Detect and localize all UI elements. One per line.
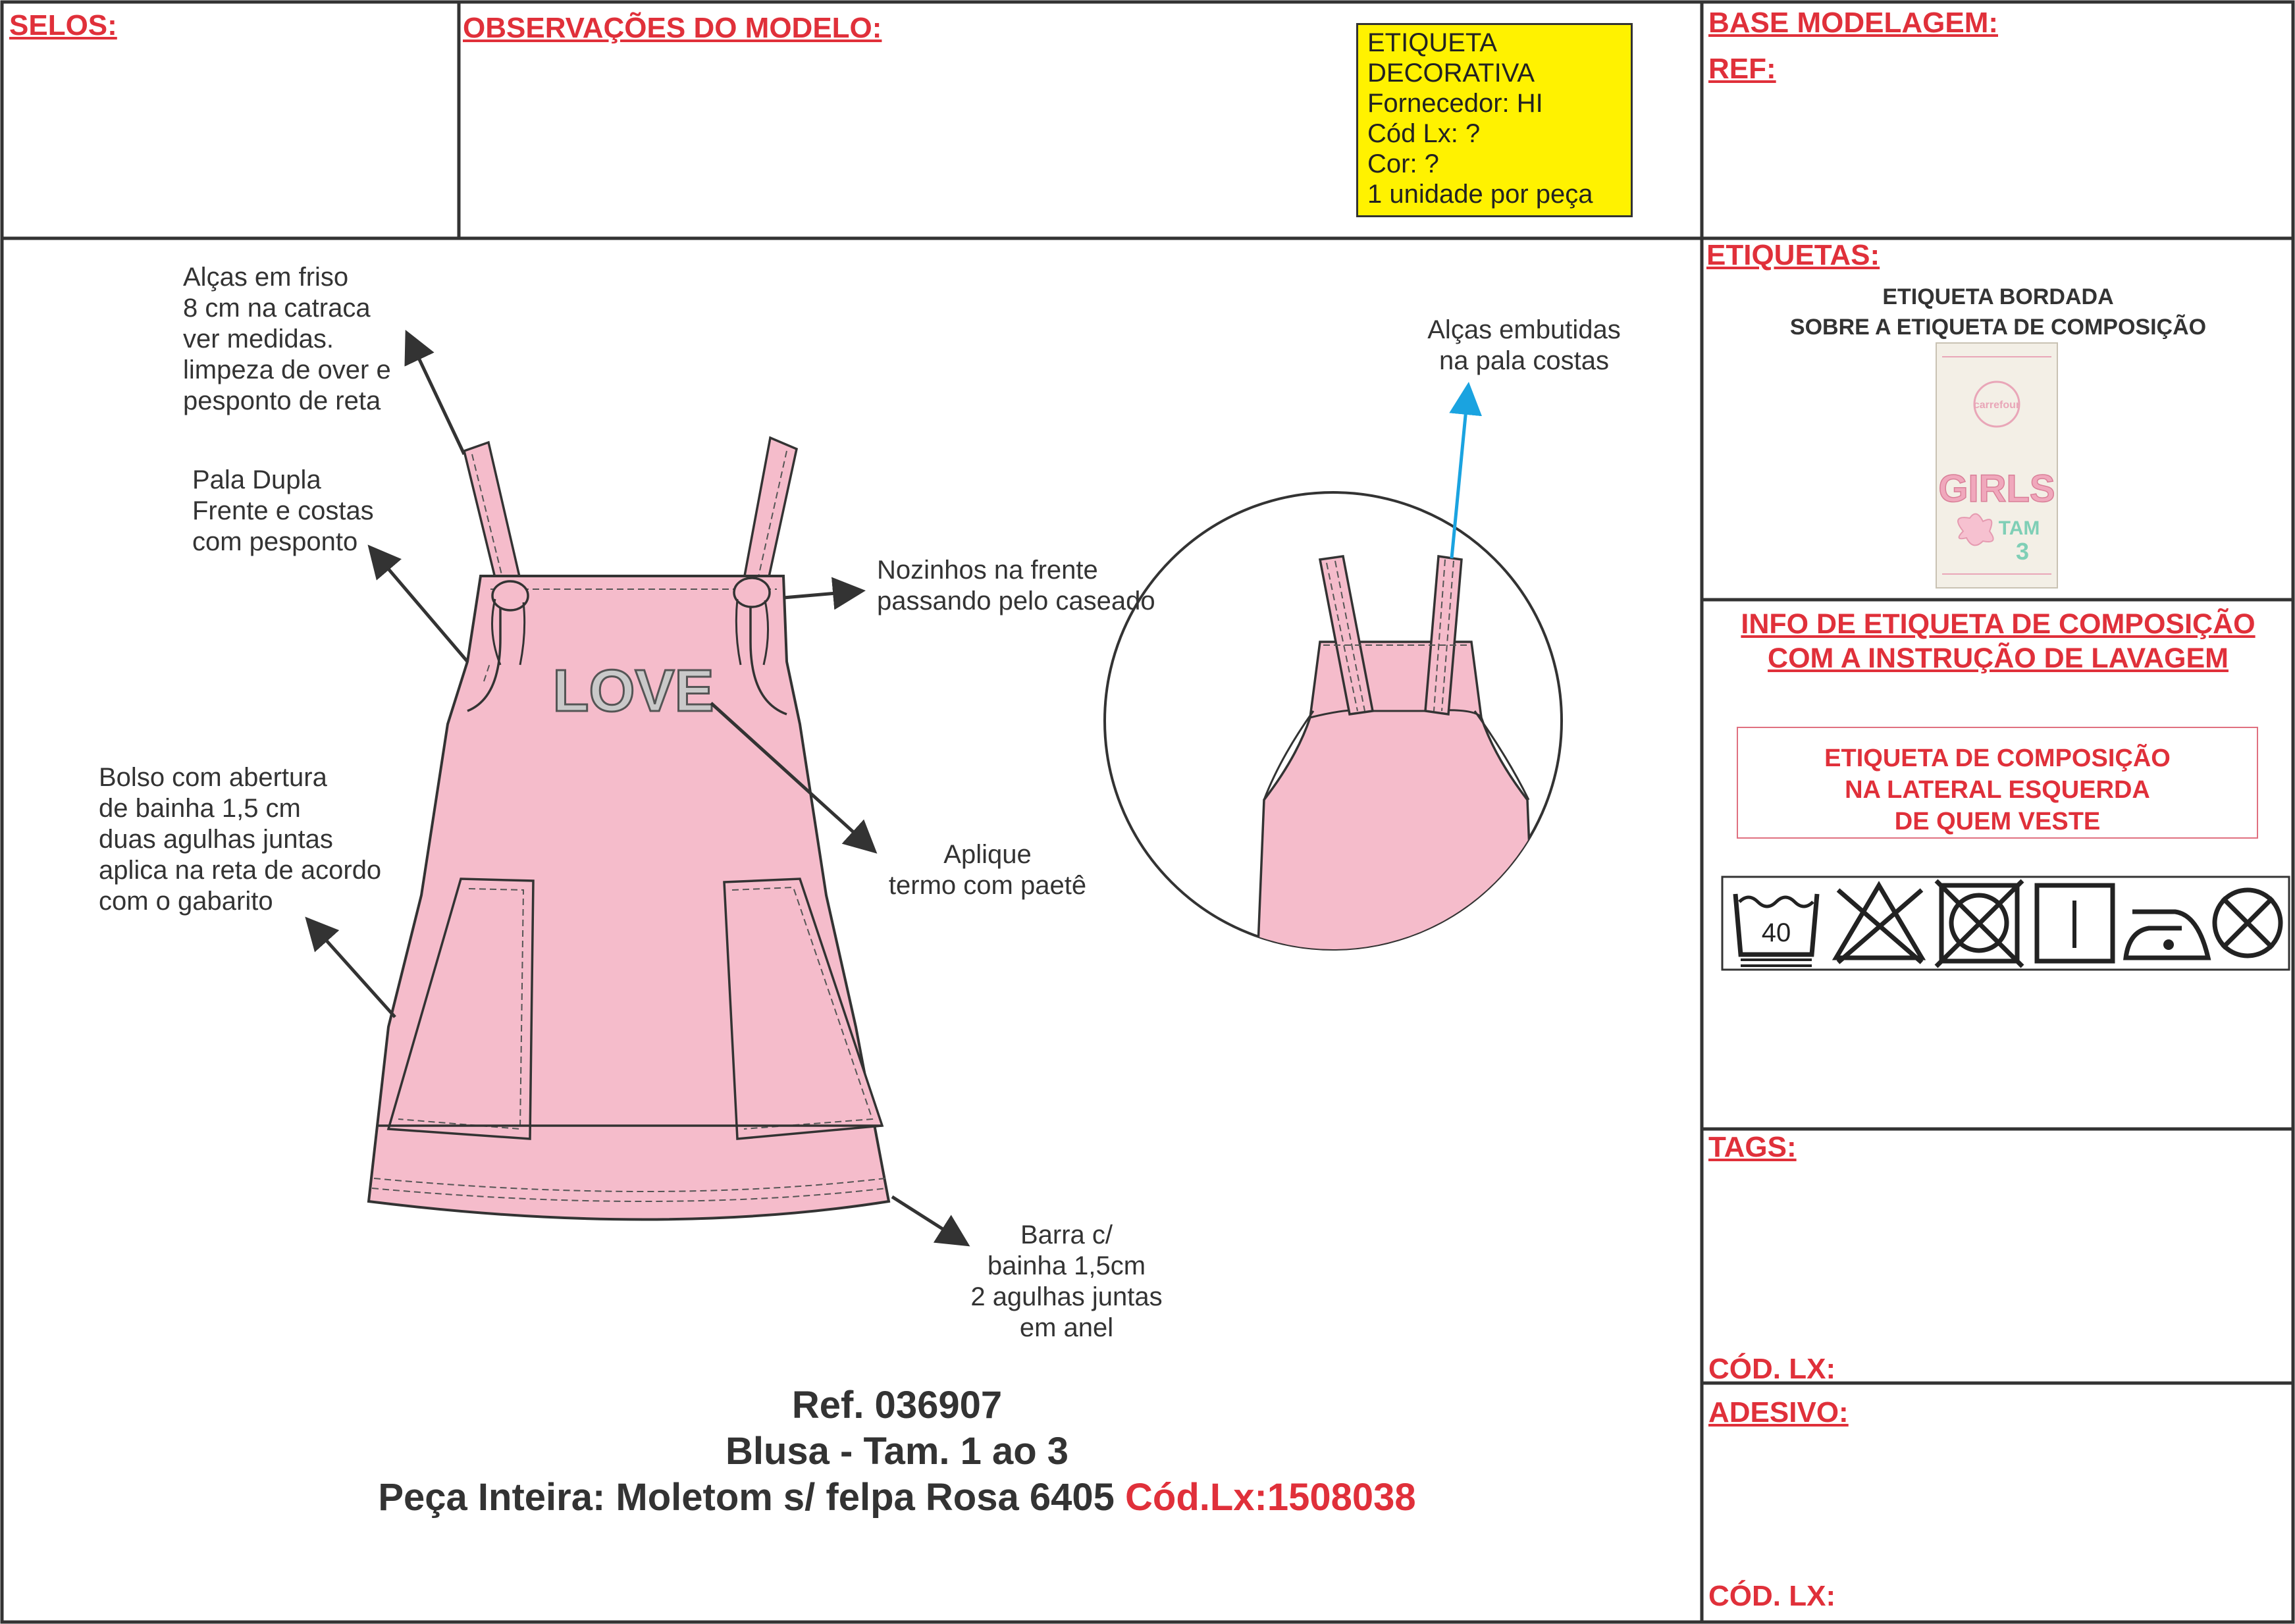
- note-line: Bolso com abertura: [99, 763, 327, 792]
- arrow-pala: [372, 550, 467, 662]
- decorative-line-2: DECORATIVA: [1367, 59, 1535, 88]
- front-strap-left: [464, 442, 520, 586]
- note-line: em anel: [1019, 1313, 1114, 1342]
- note-line: Alças embutidas: [1427, 315, 1621, 344]
- decorative-line-1: ETIQUETA: [1367, 28, 1498, 57]
- label-size-text: 3: [2015, 538, 2030, 565]
- note-line: ver medidas.: [183, 325, 334, 354]
- observacoes-label: OBSERVAÇÕES DO MODELO:: [463, 12, 882, 44]
- note-line: 2 agulhas juntas: [970, 1282, 1163, 1311]
- decorative-quantity: 1 unidade por peça: [1367, 180, 1593, 209]
- arrow-bolso: [309, 922, 395, 1017]
- composicao-box: [1737, 727, 2258, 839]
- pocket-right: [724, 879, 882, 1139]
- note-line: na pala costas: [1439, 346, 1609, 375]
- care-symbols-strip: [1721, 876, 2290, 971]
- woven-label-image: [1936, 342, 2058, 589]
- love-applique: LOVE: [552, 658, 714, 724]
- selos-label: SELOS:: [9, 9, 117, 41]
- ref-label: REF:: [1708, 53, 1776, 85]
- note-line: 8 cm na catraca: [183, 294, 371, 323]
- product-title-block: [263, 1382, 1531, 1521]
- arrow-alcas: [408, 336, 464, 454]
- woven-label-art: [1937, 344, 2057, 587]
- etiqueta-bordada-line-2: SOBRE A ETIQUETA DE COMPOSIÇÃO: [1789, 315, 2207, 340]
- note-line: de bainha 1,5 cm: [99, 794, 301, 823]
- note-line: bainha 1,5cm: [987, 1251, 1146, 1280]
- arrow-nozinhos: [783, 591, 859, 598]
- decorative-supplier: Fornecedor: HI: [1367, 89, 1543, 118]
- label-girls-text: GIRLS: [1938, 467, 2055, 510]
- note-alcas-embutidas: [1392, 315, 1656, 377]
- etiqueta-bordada-text: [1725, 282, 2271, 342]
- front-strap-right: [744, 438, 797, 586]
- butterfly-icon: [1958, 514, 1993, 546]
- back-view-detail: [1105, 492, 1562, 961]
- note-line: Frente e costas: [192, 496, 374, 525]
- product-ref: Ref. 036907: [791, 1384, 1003, 1427]
- cod-lx-label-tags: CÓD. LX:: [1708, 1353, 1836, 1385]
- note-line: Nozinhos na frente: [877, 556, 1098, 585]
- note-nozinhos: [877, 555, 1155, 617]
- note-line: pesponto de reta: [183, 386, 381, 415]
- note-line: Pala Dupla: [192, 465, 321, 494]
- decorative-cod-lx: Cód Lx: ?: [1367, 119, 1481, 148]
- wash-temp: 40: [1761, 918, 1791, 947]
- note-line: limpeza de over e: [183, 355, 391, 384]
- note-barra: [948, 1220, 1185, 1344]
- note-line: com pesponto: [192, 527, 358, 556]
- info-composicao: [1712, 607, 2284, 675]
- note-line: Barra c/: [1020, 1220, 1113, 1249]
- note-line: termo com paetê: [888, 871, 1087, 900]
- info-composicao-line-2: COM A INSTRUÇÃO DE LAVAGEM: [1768, 642, 2229, 674]
- note-line: Aplique: [943, 840, 1032, 869]
- tags-label: TAGS:: [1708, 1131, 1797, 1163]
- product-cod-lx: Cód.Lx:1508038: [1125, 1476, 1416, 1519]
- product-fabric: Peça Inteira: Moletom s/ felpa Rosa 6405: [378, 1476, 1115, 1519]
- composicao-line-2: NA LATERAL ESQUERDA: [1845, 776, 2150, 804]
- decorative-color: Cor: ?: [1367, 149, 1439, 178]
- cod-lx-label-adesivo: CÓD. LX:: [1708, 1580, 1836, 1612]
- note-line: Alças em friso: [183, 263, 349, 292]
- note-pala-dupla: [192, 465, 374, 558]
- note-alcas-friso: [183, 262, 391, 417]
- info-composicao-line-1: INFO DE ETIQUETA DE COMPOSIÇÃO: [1741, 608, 2255, 640]
- etiqueta-bordada-line-1: ETIQUETA BORDADA: [1882, 284, 2114, 309]
- note-bolso: [99, 762, 381, 917]
- product-name: Blusa - Tam. 1 ao 3: [725, 1430, 1069, 1473]
- composicao-line-1: ETIQUETA DE COMPOSIÇÃO: [1824, 745, 2171, 772]
- note-line: passando pelo caseado: [877, 587, 1155, 616]
- base-modelagem-label: BASE MODELAGEM:: [1708, 7, 1998, 39]
- adesivo-label: ADESIVO:: [1708, 1396, 1849, 1428]
- note-line: aplica na reta de acordo: [99, 856, 382, 885]
- composicao-line-3: DE QUEM VESTE: [1894, 808, 2101, 835]
- note-line: duas agulhas juntas: [99, 825, 333, 854]
- svg-text:carrefour: carrefour: [1973, 400, 2020, 411]
- product-fabric-line: [263, 1475, 1531, 1521]
- label-tam-text: TAM: [1998, 517, 2040, 539]
- note-line: com o gabarito: [99, 887, 273, 916]
- etiquetas-label: ETIQUETAS:: [1706, 239, 1880, 271]
- note-aplique: [869, 839, 1106, 901]
